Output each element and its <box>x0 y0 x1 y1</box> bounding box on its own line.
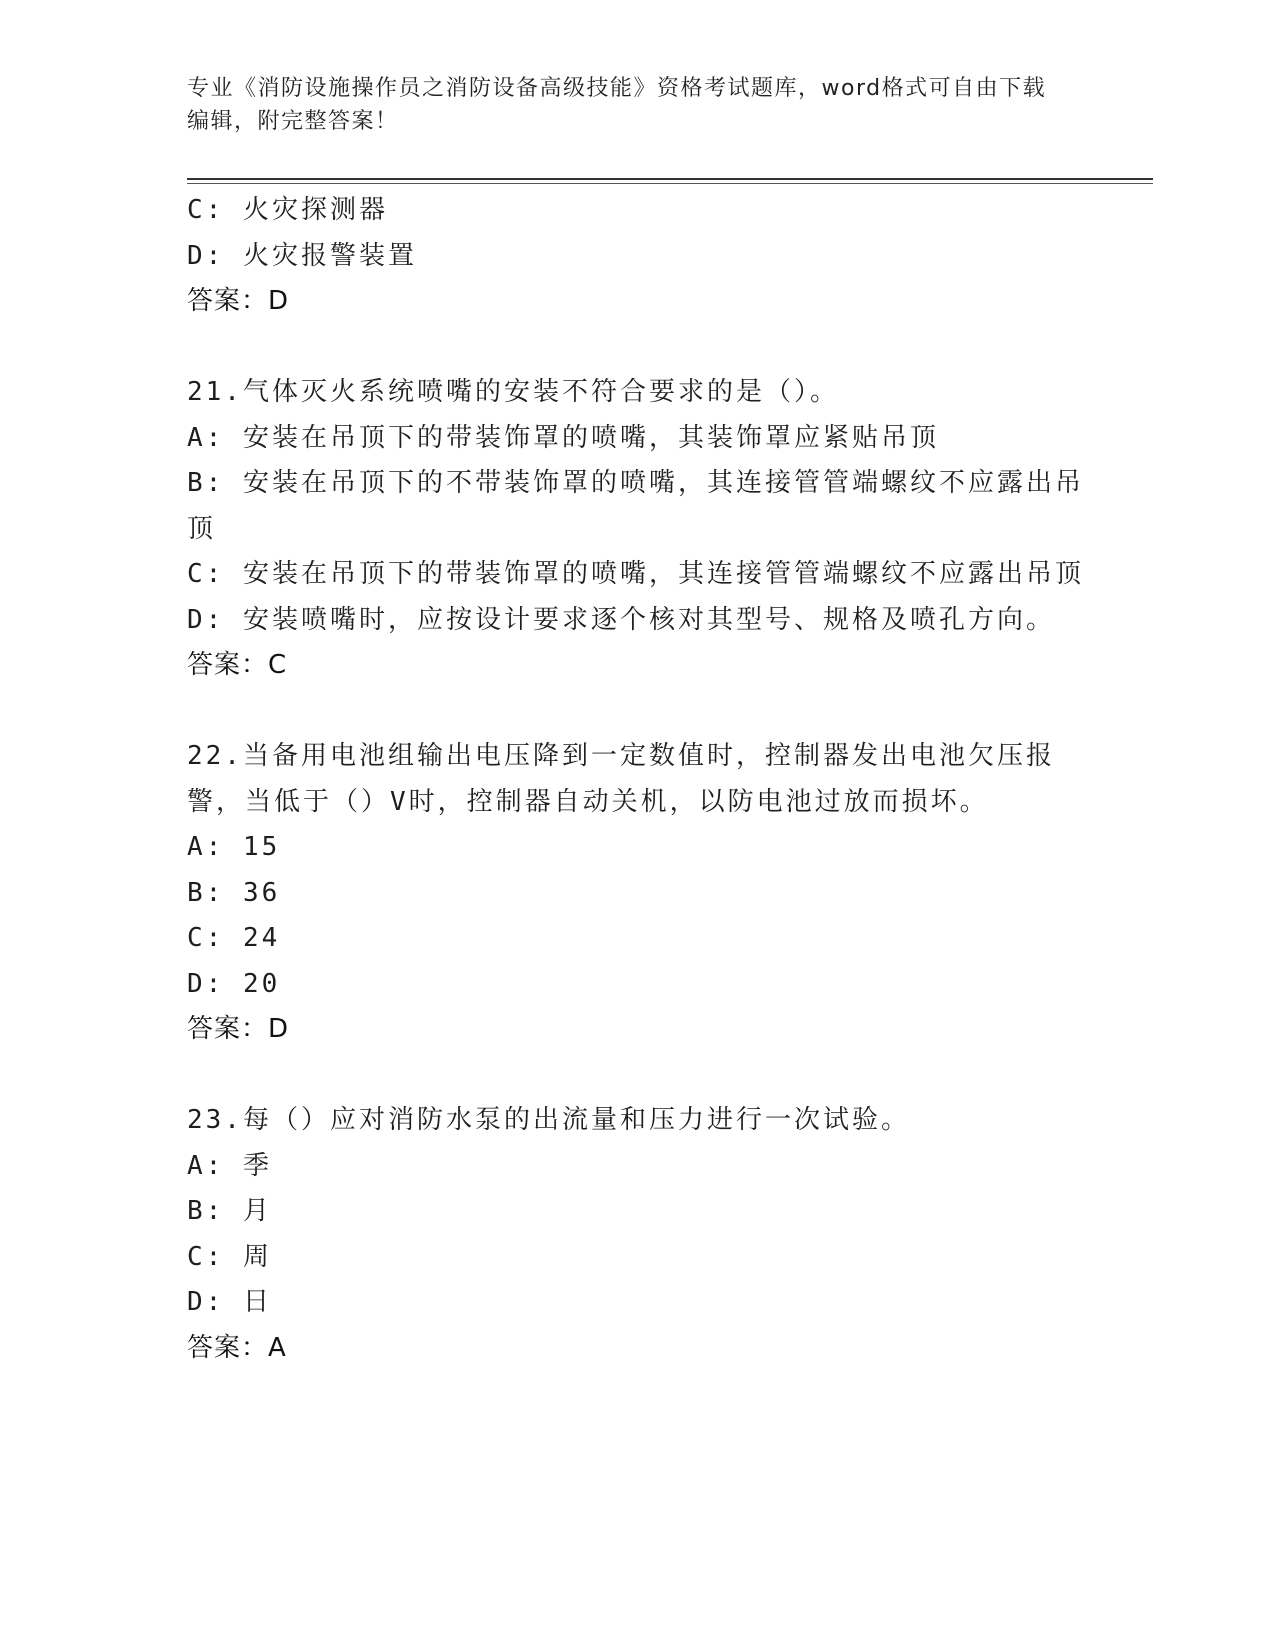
question-21-option-a: A: 安装在吊顶下的带装饰罩的喷嘴，其装饰罩应紧贴吊顶 <box>187 422 939 453</box>
question-22-option-b: B: 36 <box>187 877 281 908</box>
question-22-option-c: C: 24 <box>187 923 281 953</box>
question-21-answer: 答案：C <box>187 650 288 680</box>
question-21-option-c: C: 安装在吊顶下的带装饰罩的喷嘴，其连接管管端螺纹不应露出吊顶 <box>187 559 1084 589</box>
question-22-option-a: A: 15 <box>187 832 281 862</box>
question-22-option-d: D: 20 <box>187 968 281 999</box>
question-21-option-b: B: 安装在吊顶下的不带装饰罩的喷嘴，其连接管管端螺纹不应露出吊顶 <box>187 468 1084 544</box>
question-23-option-d: D: 日 <box>187 1287 272 1317</box>
spacer <box>187 689 1087 735</box>
question-21-stem: 21.气体灭火系统喷嘴的安装不符合要求的是（）。 <box>187 377 839 407</box>
question-23-option-c: C: 周 <box>187 1241 272 1272</box>
option-c: C: 火灾探测器 <box>187 195 388 225</box>
question-22-stem: 22.当备用电池组输出电压降到一定数值时，控制器发出电池欠压报警，当低于（）V时，控制器自动关机，以防电池过放而损坏。 <box>187 741 1055 817</box>
question-22-answer: 答案：D <box>187 1014 290 1044</box>
question-content <box>187 188 1087 1371</box>
question-23-option-a: A: 季 <box>187 1150 272 1181</box>
question-23-answer: 答案：A <box>187 1332 287 1363</box>
option-d: D: 火灾报警装置 <box>187 240 417 271</box>
header-divider-thin <box>187 183 1153 184</box>
header-divider-thick <box>187 178 1153 180</box>
document-header: 专业《消防设施操作员之消防设备高级技能》资格考试题库，word格式可自由下载编辑，附完整答案！ <box>187 76 1047 134</box>
question-21-option-d: D: 安装喷嘴时，应按设计要求逐个核对其型号、规格及喷孔方向。 <box>187 604 1055 635</box>
spacer <box>187 1053 1087 1099</box>
answer: 答案：D <box>187 286 290 316</box>
question-23-option-b: B: 月 <box>187 1196 272 1226</box>
question-23-stem: 23.每（）应对消防水泵的出流量和压力进行一次试验。 <box>187 1105 910 1135</box>
spacer <box>187 325 1087 371</box>
